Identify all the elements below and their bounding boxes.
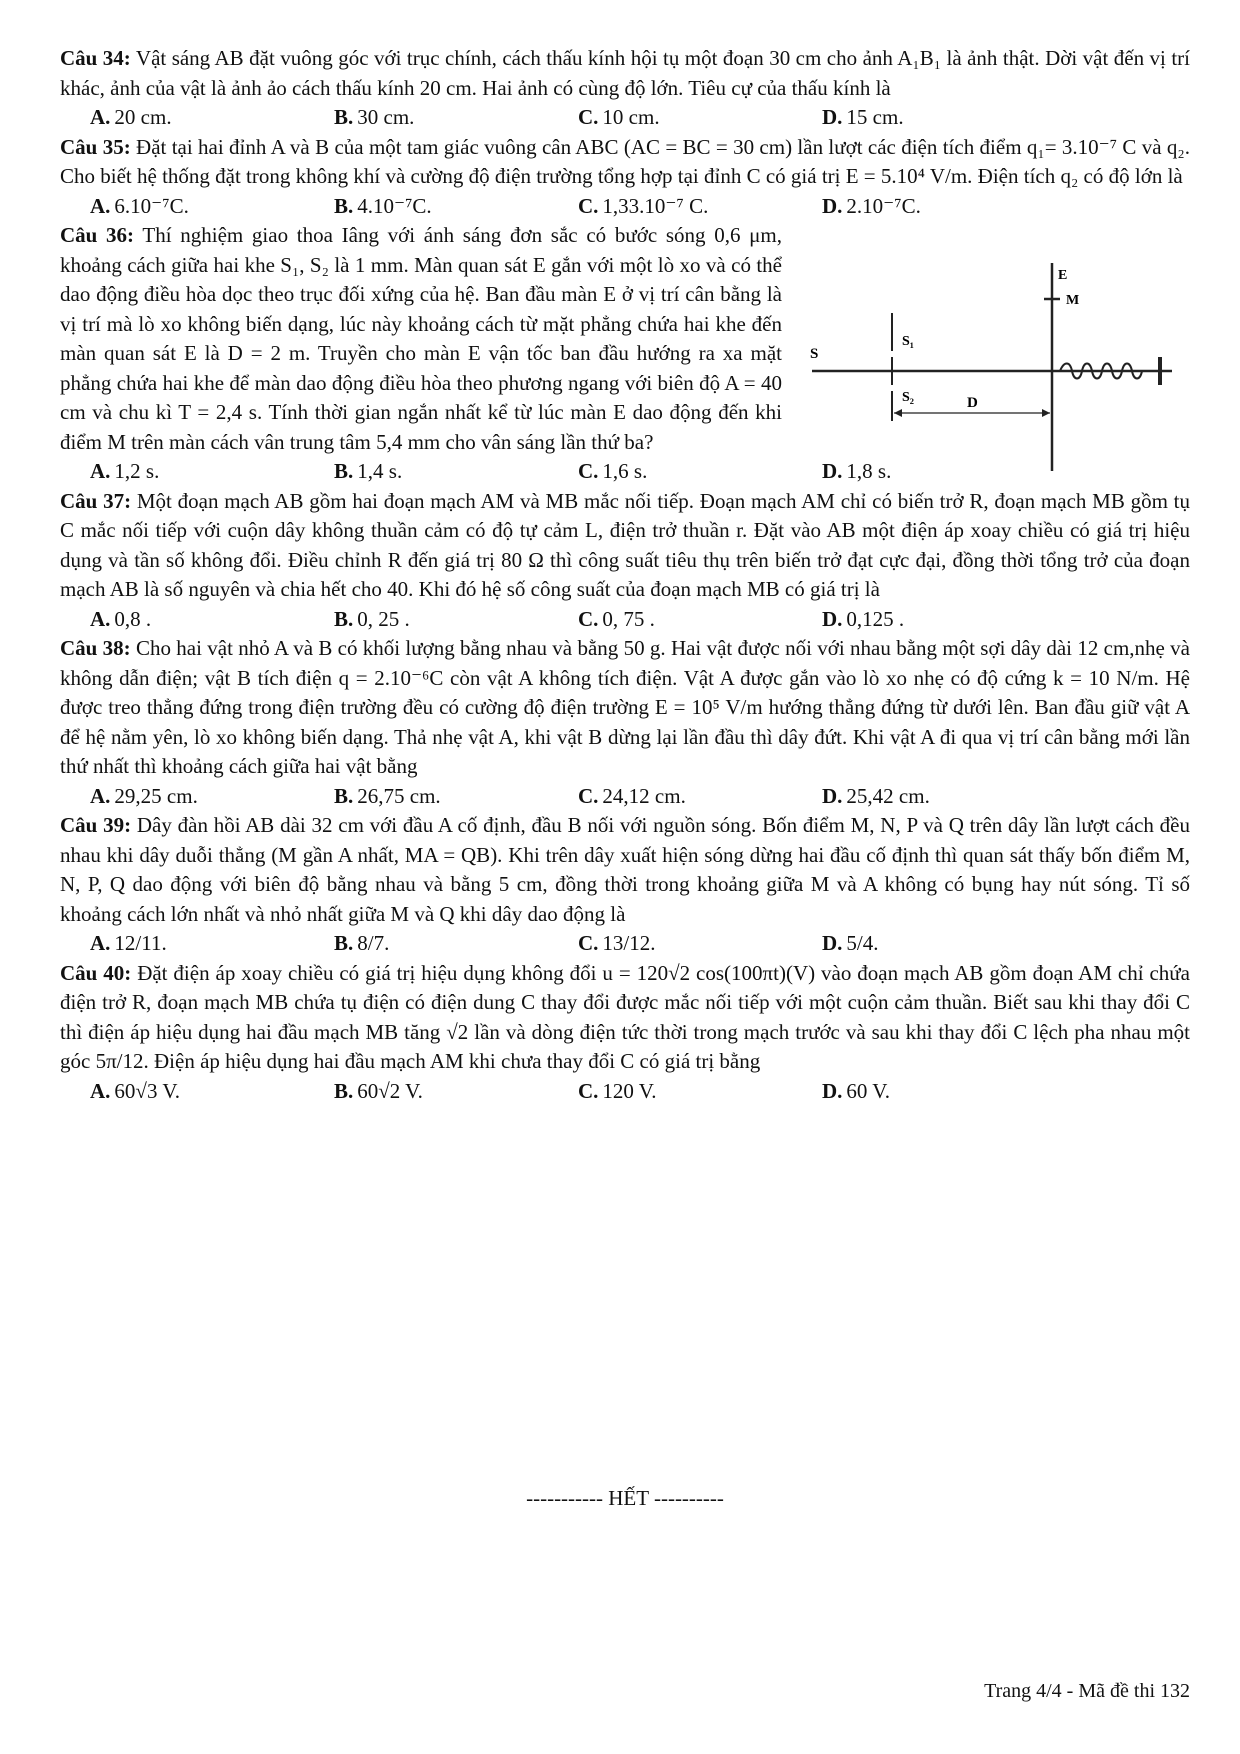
question-number: Câu 35:: [60, 134, 131, 159]
option-text: 60 V.: [846, 1078, 891, 1103]
option-text: 60√2 V.: [357, 1078, 423, 1103]
option-text: 25,42 cm.: [846, 783, 930, 808]
question-37: [60, 487, 1190, 605]
option-a[interactable]: [90, 192, 334, 222]
option-label: A.: [90, 931, 111, 955]
option-text: 13/12.: [602, 931, 656, 955]
option-label: B.: [334, 459, 354, 483]
option-label: A.: [90, 193, 111, 218]
option-label: D.: [822, 606, 843, 631]
options-34: [60, 103, 1190, 133]
option-a[interactable]: [90, 1077, 334, 1107]
option-label: C.: [578, 105, 599, 129]
option-b[interactable]: [334, 457, 578, 487]
option-text: 1,6 s.: [602, 459, 648, 483]
option-label: C.: [578, 1078, 599, 1103]
option-c[interactable]: [578, 782, 822, 812]
option-label: B.: [334, 783, 354, 808]
option-text: 30 cm.: [357, 105, 415, 129]
label-s2: S₂: [902, 390, 914, 405]
exam-page: [60, 44, 1191, 1702]
option-label: B.: [334, 105, 354, 129]
option-b[interactable]: [334, 929, 578, 959]
option-label: D.: [822, 105, 843, 129]
question-34: [60, 44, 1190, 103]
option-label: A.: [90, 105, 111, 129]
question-text: Một đoạn mạch AB gồm hai đoạn mạch AM và MB mắc nối tiếp. Đoạn mạch AM chỉ có biến trở R, đoạn mạch MB gồm tụ C mắc nối tiếp với cuộn dây không thuần cảm có độ tự cảm L, điện trở thuần r. Đặt vào AB một điện áp xoay chiều có giá trị hiệu dụng và tần số không đổi. Điều chỉnh R đến giá trị 80 Ω thì công suất tiêu thụ trên biến trở đạt cực đại, đồng thời tổng trở của đoạn mạch AB là số nguyên và chia hết cho 40. Khi đó hệ số công suất của đoạn mạch MB có giá trị là: [60, 488, 1191, 601]
option-text: 0,125 .: [846, 606, 905, 631]
option-c[interactable]: [578, 1077, 822, 1107]
option-a[interactable]: [90, 103, 334, 133]
page-footer: Trang 4/4 - Mã đề thi 132: [984, 1680, 1190, 1702]
option-c[interactable]: [578, 103, 822, 133]
question-text: Vật sáng AB đặt vuông góc với trục chính, cách thấu kính hội tụ một đoạn 30 cm cho ảnh A₁B₁ là ảnh thật. Dời vật đến vị trí khác, ảnh của vật là ảnh ảo cách thấu kính 20 cm. Hai ảnh có cùng độ lớn. Tiêu cự của thấu kính là: [60, 46, 1191, 100]
question-number: Câu 39:: [60, 813, 132, 837]
option-a[interactable]: [90, 782, 334, 812]
option-b[interactable]: [334, 605, 578, 635]
question-text: Cho hai vật nhỏ A và B có khối lượng bằng nhau và bằng 50 g. Hai vật được nối với nhau bằng một sợi dây dài 12 cm,nhẹ và không dẫn điện; vật B tích điện q = 2.10⁻⁶C còn vật A không tích điện. Vật A được gắn vào lò xo nhẹ có độ cứng k = 10 N/m. Hệ được treo thẳng đứng trong điện trường đều có cường độ điện trường E = 10⁵ V/m hướng thẳng đứng từ dưới lên. Ban đầu giữ vật A để hệ nằm yên, lò xo không biến dạng. Thả nhẹ vật A, khi vật B dừng lại lần đầu thì dây đứt. Khi vật A đi qua vị trí cân bằng mới lần thứ nhất thì khoảng cách giữa hai vật bằng: [60, 636, 1190, 778]
interference-figure: [802, 253, 1187, 483]
option-text: 1,8 s.: [846, 459, 892, 483]
question-number: Câu 34:: [60, 46, 131, 70]
option-c[interactable]: [578, 192, 822, 222]
question-number: Câu 36:: [60, 223, 135, 247]
options-38: [60, 782, 1190, 812]
option-text: 0, 75 .: [602, 606, 655, 631]
option-d[interactable]: [822, 192, 1066, 222]
option-text: 26,75 cm.: [357, 783, 441, 808]
option-text: 1,4 s.: [357, 459, 403, 483]
option-label: A.: [90, 1078, 111, 1103]
option-text: 15 cm.: [846, 105, 904, 129]
question-36-block: [60, 221, 1190, 457]
option-d[interactable]: [822, 1077, 1066, 1107]
arrow-left-icon: [894, 409, 902, 417]
question-35: [60, 133, 1190, 192]
option-text: 6.10⁻⁷C.: [114, 193, 189, 218]
question-36: [60, 221, 782, 457]
option-label: A.: [90, 459, 111, 483]
option-label: D.: [822, 783, 843, 808]
option-d[interactable]: [822, 605, 1066, 635]
option-text: 8/7.: [357, 931, 390, 955]
option-text: 0,8 .: [114, 606, 152, 631]
option-label: A.: [90, 783, 111, 808]
question-text: Dây đàn hồi AB dài 32 cm với đầu A cố định, đầu B nối với nguồn sóng. Bốn điểm M, N, P và Q trên dây lần lượt cách đều nhau khi dây duỗi thẳng (M gần A nhất, MA = QB). Khi trên dây xuất hiện sóng dừng hai đầu cố định thì quan sát thấy bốn điểm M, N, P, Q dao động với biên độ bằng nhau và bằng 5 cm, đồng thời trong khoảng giữa M và A không có bụng hay nút sóng. Tỉ số khoảng cách lớn nhất và nhỏ nhất giữa M và Q khi dây dao động là: [60, 813, 1190, 926]
question-text: Thí nghiệm giao thoa Iâng với ánh sáng đơn sắc có bước sóng 0,6 μm, khoảng cách giữa hai khe S₁, S₂ là 1 mm. Màn quan sát E gắn với một lò xo và có thể dao động điều hòa dọc theo trục đối xứng của hệ. Ban đầu màn E ở vị trí cân bằng là vị trí mà lò xo không biến dạng, lúc này khoảng cách từ mặt phẳng chứa hai khe đến màn quan sát E là D = 2 m. Truyền cho màn E vận tốc ban đầu hướng ra xa mặt phẳng chứa hai khe để màn dao động điều hòa theo phương ngang với biên độ A = 40 cm và chu kì T = 2,4 s. Tính thời gian ngắn nhất kể từ lúc màn E dao động đến khi điểm M trên màn cách vân trung tâm 5,4 mm cho vân sáng lần thứ ba?: [60, 223, 783, 454]
option-b[interactable]: [334, 192, 578, 222]
question-text: Đặt điện áp xoay chiều có giá trị hiệu dụng không đổi u = 120√2 cos(100πt)(V) vào đoạn mạch AB gồm đoạn AM chỉ chứa điện trở R, đoạn mạch MB chứa tụ điện có điện dung C thay đổi được mắc nối tiếp với một cuộn cảm thuần. Biết sau khi thay đổi C thì điện áp hiệu dụng hai đầu mạch MB tăng √2 lần và dòng điện tức thời trong mạch trước và sau khi thay đổi C lệch pha nhau một góc 5π/12. Điện áp hiệu dụng hai đầu mạch AM khi chưa thay đổi C có giá trị bằng: [60, 960, 1191, 1073]
option-b[interactable]: [334, 103, 578, 133]
option-label: B.: [334, 931, 354, 955]
option-b[interactable]: [334, 782, 578, 812]
question-text: Đặt tại hai đỉnh A và B của một tam giác vuông cân ABC (AC = BC = 30 cm) lần lượt các điện tích điểm q₁= 3.10⁻⁷ C và q₂. Cho biết hệ thống đặt trong không khí và cường độ điện trường tổng hợp tại đỉnh C có giá trị E = 5.10⁴ V/m. Điện tích q₂ có độ lớn là: [60, 134, 1191, 188]
option-text: 60√3 V.: [114, 1078, 181, 1103]
options-35: [60, 192, 1190, 222]
option-text: 24,12 cm.: [602, 783, 686, 808]
option-label: B.: [334, 1078, 354, 1103]
question-40: [60, 959, 1190, 1077]
label-s1: S₁: [902, 334, 914, 349]
option-text: 5/4.: [846, 931, 879, 955]
option-text: 10 cm.: [602, 105, 660, 129]
question-number: Câu 37:: [60, 488, 132, 513]
option-a[interactable]: [90, 929, 334, 959]
end-marker: ----------- HẾT ----------: [526, 1486, 724, 1510]
label-m: M: [1066, 293, 1080, 308]
option-label: D.: [822, 1078, 843, 1103]
option-text: 120 V.: [602, 1078, 657, 1103]
option-text: 1,33.10⁻⁷ C.: [602, 193, 709, 218]
label-e: E: [1058, 268, 1068, 283]
option-d[interactable]: [822, 103, 1066, 133]
option-label: B.: [334, 606, 354, 631]
option-c[interactable]: [578, 929, 822, 959]
option-text: 29,25 cm.: [114, 783, 198, 808]
option-label: C.: [578, 606, 599, 631]
option-a[interactable]: [90, 457, 334, 487]
options-37: [60, 605, 1190, 635]
option-label: D.: [822, 931, 843, 955]
option-text: 12/11.: [114, 931, 167, 955]
option-text: 1,2 s.: [114, 459, 160, 483]
option-d[interactable]: [822, 782, 1066, 812]
arrow-right-icon: [1042, 409, 1050, 417]
options-39: [60, 929, 1190, 959]
options-40: [60, 1077, 1190, 1107]
option-label: B.: [334, 193, 354, 218]
option-label: D.: [822, 459, 843, 483]
question-39: [60, 811, 1190, 929]
option-label: C.: [578, 783, 599, 808]
option-b[interactable]: [334, 1077, 578, 1107]
option-text: 4.10⁻⁷C.: [357, 193, 432, 218]
option-c[interactable]: [578, 605, 822, 635]
option-label: A.: [90, 606, 111, 631]
option-a[interactable]: [90, 605, 334, 635]
question-number: Câu 40:: [60, 960, 132, 985]
option-label: C.: [578, 931, 599, 955]
option-label: C.: [578, 459, 599, 483]
question-number: Câu 38:: [60, 636, 131, 660]
option-text: 2.10⁻⁷C.: [846, 193, 921, 218]
option-c[interactable]: [578, 457, 822, 487]
option-label: C.: [578, 193, 599, 218]
label-s: S: [810, 346, 819, 362]
option-text: 20 cm.: [114, 105, 172, 129]
label-d: D: [967, 395, 978, 411]
question-38: [60, 634, 1190, 782]
option-text: 0, 25 .: [357, 606, 410, 631]
option-label: D.: [822, 193, 843, 218]
option-d[interactable]: [822, 929, 1066, 959]
